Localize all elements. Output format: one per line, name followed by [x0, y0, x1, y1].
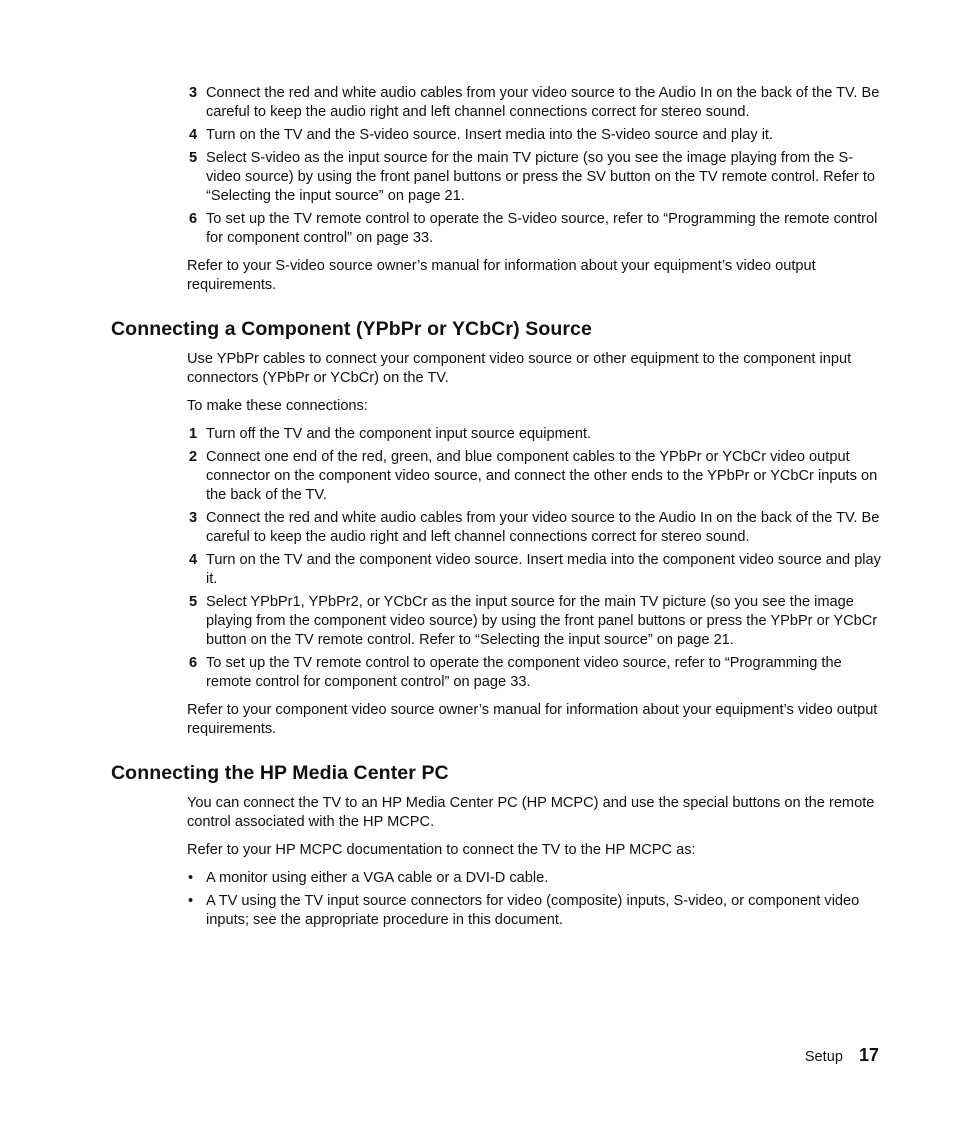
- component-lead: To make these connections:: [187, 398, 368, 414]
- step-text: Connect the red and white audio cables from your video source to the Audio In on the back of the TV. Be careful to keep the audio right and left channel connections correct for stereo sound.: [206, 85, 880, 120]
- step-number: 1: [189, 426, 198, 442]
- list-item: [187, 149, 881, 206]
- list-item: [187, 593, 881, 650]
- step-number: 6: [189, 211, 198, 227]
- step-text: To set up the TV remote control to operate the component video source, refer to “Programming the remote control for component control” on page 33.: [206, 655, 842, 690]
- page-footer: [805, 1044, 879, 1068]
- top-steps-block: [187, 84, 881, 295]
- step-number: 3: [189, 510, 198, 526]
- step-number: 3: [189, 85, 198, 101]
- step-text: To set up the TV remote control to operate the S-video source, refer to “Programming the remote control for component control” on page 33.: [206, 211, 878, 246]
- list-item: [187, 892, 881, 930]
- list-item: [187, 869, 881, 888]
- step-text: Connect the red and white audio cables from your video source to the Audio In on the back of the TV. Be careful to keep the audio right and left channel connections correct for stereo sound.: [206, 510, 880, 545]
- step-number: 5: [189, 150, 198, 166]
- list-item: [187, 425, 881, 444]
- list-item: [187, 654, 881, 692]
- component-steps-list: [187, 425, 881, 692]
- bullet-icon: •: [188, 893, 194, 909]
- top-note: Refer to your S-video source owner’s manual for information about your equipment’s video output requirements.: [187, 258, 816, 293]
- component-note: Refer to your component video source owner’s manual for information about your equipment’s video output requirements.: [187, 702, 878, 737]
- component-section: [187, 350, 881, 739]
- mcpc-heading: Connecting the HP Media Center PC: [111, 762, 449, 784]
- list-item: [187, 448, 881, 505]
- step-number: 4: [189, 127, 198, 143]
- step-text: Select YPbPr1, YPbPr2, or YCbCr as the input source for the main TV picture (so you see the image playing from the component video source) by using the front panel buttons or press the YPbPr or YCbCr button on the TV remote control. Refer to “Selecting the input source” on page 21.: [206, 594, 878, 648]
- bullet-text: A TV using the TV input source connectors for video (composite) inputs, S-video, or component video inputs; see the appropriate procedure in this document.: [206, 893, 860, 928]
- mcpc-lead: Refer to your HP MCPC documentation to connect the TV to the HP MCPC as:: [187, 842, 696, 858]
- step-text: Turn off the TV and the component input source equipment.: [206, 426, 592, 442]
- step-number: 6: [189, 655, 198, 671]
- step-number: 2: [189, 449, 198, 465]
- component-intro: Use YPbPr cables to connect your component video source or other equipment to the component input connectors (YPbPr or YCbCr) on the TV.: [187, 351, 852, 386]
- step-text: Turn on the TV and the component video source. Insert media into the component video source and play it.: [206, 552, 881, 587]
- page-number: 17: [858, 1045, 879, 1065]
- list-item: [187, 509, 881, 547]
- bullet-text: A monitor using either a VGA cable or a DVI-D cable.: [206, 870, 549, 886]
- component-heading: Connecting a Component (YPbPr or YCbCr) Source: [111, 318, 592, 340]
- list-item: [187, 210, 881, 248]
- mcpc-section: [187, 794, 881, 934]
- mcpc-bullet-list: [187, 869, 881, 930]
- list-item: [187, 126, 881, 145]
- bullet-icon: •: [188, 870, 194, 886]
- step-number: 5: [189, 594, 198, 610]
- top-steps-list: [187, 84, 881, 248]
- list-item: [187, 84, 881, 122]
- step-text: Select S-video as the input source for the main TV picture (so you see the image playing from the S-video source) by using the front panel buttons or press the SV button on the TV remote control. Refer to “Selecting the input source” on page 21.: [206, 150, 875, 204]
- footer-section-label: Setup: [804, 1049, 843, 1065]
- step-text: Turn on the TV and the S-video source. Insert media into the S-video source and play it.: [206, 127, 774, 143]
- list-item: [187, 551, 881, 589]
- step-number: 4: [189, 552, 198, 568]
- mcpc-intro: You can connect the TV to an HP Media Center PC (HP MCPC) and use the special buttons on the remote control associated with the HP MCPC.: [187, 795, 875, 830]
- step-text: Connect one end of the red, green, and blue component cables to the YPbPr or YCbCr video output connector on the component video source, and connect the other ends to the YPbPr or YCbCr inputs on the back of the TV.: [206, 449, 878, 503]
